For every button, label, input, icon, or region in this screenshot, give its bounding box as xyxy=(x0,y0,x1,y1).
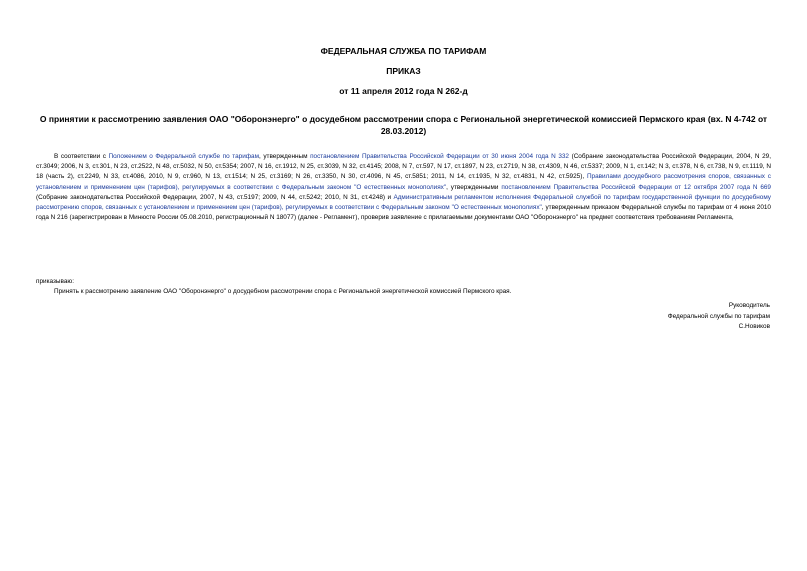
document-title: О принятии к рассмотрению заявления ОАО "Оборонэнерго" о досудебном рассмотрении спора с Региональной энергетической комиссией Пермского края (вх. N 4-742 от 28.03.2012) xyxy=(39,114,768,136)
preamble-text-4: , утвержденными xyxy=(446,183,502,191)
signatory-name: С.Новиков xyxy=(738,323,770,331)
link-government-decree-669[interactable]: постановлением Правительства Российской Федерации от 12 октября 2007 года N 669 xyxy=(501,183,771,191)
order-item: Принять к рассмотрению заявление ОАО "Оборонэнерго" о досудебном рассмотрении спора с Региональной энергетической комиссией Пермского края. xyxy=(54,288,512,295)
preamble-text-3: (Собрание законодательства Российской Федерации, 2004, N 29, ст.3049; 2006, N 3, ст.301, N 23, ст.2522, N 48, ст.5032, N 50, ст.5354; 2007, N 16, ст.1912, N 25, ст.3039, N 32, ст.4145; 2008, N 7, ст.597, N 17, ст.1897, N 23, ст.2719, N 38, ст.4309, N 46, ст.5337; 2009, N 1, ст.142; N 3, ст.378, N 6, ст.738, N 9, ст.1119, N 18 (часть 2), ст.2249, N 33, ст.4086, 2010, N 9, ст.960, N 13, ст.1514; N 25, ст.3169; N 26, ст.3350, N 30, ст.4096, N 45, ст.5851; 2011, N 14, ст.1935, N 32, ст.4831, N 42, ст.5925), xyxy=(36,153,771,181)
link-government-decree-332[interactable]: постановлением Правительства Российской Федерации от 30 июня 2004 года N 332 xyxy=(310,153,569,160)
agency-heading: ФЕДЕРАЛЬНАЯ СЛУЖБА ПО ТАРИФАМ xyxy=(320,46,487,56)
signature-block xyxy=(668,301,770,333)
signatory-organization: Федеральной службы по тарифам xyxy=(667,312,770,320)
preamble-text-6: , утвержденным приказом Федеральной службы по тарифам от 4 июня 2010 года N 216 (зарегистрирован в Минюсте России 05.08.2010, регистрационный N 18077) (далее - Регламент), проверив заявление с прилагаемыми документами ОАО "Оборонэнерго" на предмет соответствия требованиям Регламента, xyxy=(36,204,771,222)
preamble-text-1: В соответствии с xyxy=(54,153,109,160)
document-date-number: от 11 апреля 2012 года N 262-д xyxy=(339,86,468,96)
link-fst-regulation[interactable]: Положением о Федеральной службе по тарифам xyxy=(108,153,259,160)
document-type-heading: ПРИКАЗ xyxy=(386,66,421,76)
preamble-text-5: (Собрание законодательства Российской Федерации, 2007, N 43, ст.5197; 2009, N 44, ст.5242; 2010, N 31, ст.4248) и xyxy=(36,193,394,201)
ordered-label: приказываю: xyxy=(36,278,74,285)
preamble-text-2: , утвержденным xyxy=(258,153,311,160)
link-dispute-rules[interactable]: Правилами досудебного рассмотрения споров, связанных с установлением и применением цен (тарифов), регулируемых в соответствии с Федеральным законом "О естественных монополиях" xyxy=(36,173,771,191)
signatory-position: Руководитель xyxy=(728,302,770,309)
preamble-paragraph xyxy=(36,152,771,223)
link-administrative-regulation[interactable]: Административным регламентом исполнения Федеральной службой по тарифам государственной функции по досудебному рассмотрению споров, связанных с установлением и применением цен (тарифов), регулируемых в соответствии с Федеральным законом "О естественных монополиях" xyxy=(36,193,771,212)
